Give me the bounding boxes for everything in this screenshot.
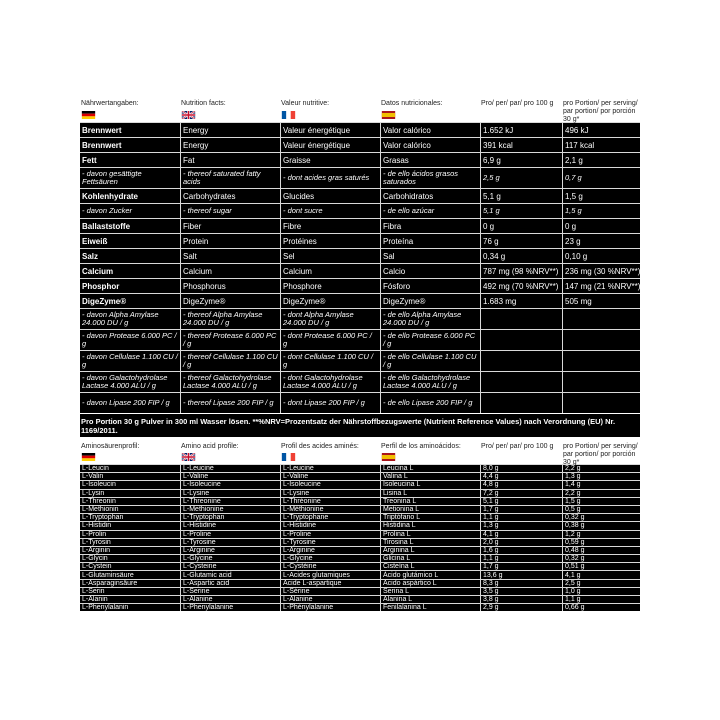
nutrition-cell-en: - thereof Cellulase 1.100 CU / g xyxy=(180,351,280,371)
nutrition-cell-fr: - dont Lipase 200 FIP / g xyxy=(280,393,380,413)
amino-cell-ps: 0,59 g xyxy=(562,539,640,546)
amino-cell-ps: 1,5 g xyxy=(562,498,640,505)
nutrition-cell-en: Salt xyxy=(180,249,280,263)
amino-cell-fr: Acide L-aspartique xyxy=(280,580,380,587)
nutrition-cell-en: - thereof Protease 6.000 PC / g xyxy=(180,330,280,350)
nutrition-cell-en: Protein xyxy=(180,234,280,248)
amino-cell-p100: 1,1 g xyxy=(480,514,562,521)
amino-cell-en: L-Cysteine xyxy=(180,563,280,570)
header-per-serving: pro Portion/ per serving/ par portion/ por porción 30 g* xyxy=(563,100,638,123)
amino-cell-ps: 1,1 g xyxy=(562,596,640,603)
amino-cell-es: Triptófano L xyxy=(380,514,480,521)
amino-cell-p100: 8,0 g xyxy=(480,465,562,472)
flag-de-icon xyxy=(81,111,96,119)
nutrition-cell-de: Phosphor xyxy=(82,281,120,291)
nutrition-row xyxy=(80,122,640,137)
amino-cell-es: Histidina L xyxy=(380,522,480,529)
nutrition-row xyxy=(80,278,640,293)
nutrition-cell-de: DigeZyme® xyxy=(82,296,127,306)
nutrition-cell-ps xyxy=(562,309,640,329)
nutrition-cell-es: - de ello azúcar xyxy=(380,204,480,218)
nutrition-cell-p100: 0 g xyxy=(480,219,562,233)
nutrition-cell-es: - de ello Cellulase 1.100 CU / g xyxy=(380,351,480,371)
amino-cell-p100: 2,0 g xyxy=(480,539,562,546)
nutrition-cell-p100: 787 mg (98 %NRV**) xyxy=(480,264,562,278)
nutrition-cell-ps: 496 kJ xyxy=(562,123,640,137)
amino-header-en: Amino acid profile: xyxy=(180,443,280,464)
flag-uk-icon xyxy=(181,111,196,119)
nutrition-cell-en: Fat xyxy=(180,153,280,167)
nutrition-cell-ps: 0,7 g xyxy=(562,168,640,188)
nutrition-row xyxy=(80,233,640,248)
flag-fr-icon xyxy=(281,111,296,119)
nutrition-cell-fr: Graisse xyxy=(280,153,380,167)
amino-cell-en: L-Lysine xyxy=(180,490,280,497)
flag-fr-icon xyxy=(281,453,296,461)
amino-cell-fr: L-Tyrosine xyxy=(280,539,380,546)
nutrition-cell-es: Fibra xyxy=(380,219,480,233)
nutrition-cell-fr: - dont sucre xyxy=(280,204,380,218)
nutrition-cell-en: Carbohydrates xyxy=(180,189,280,203)
amino-cell-es: Tirosina L xyxy=(380,539,480,546)
amino-cell-ps: 0,38 g xyxy=(562,522,640,529)
nutrition-cell-ps: 23 g xyxy=(562,234,640,248)
nutrition-cell-de: - davon gesättigte Fettsäuren xyxy=(82,169,142,186)
amino-cell-p100: 1,6 g xyxy=(480,547,562,554)
header-de: Nährwertangaben: xyxy=(80,100,180,122)
amino-cell-es: Isoleucina L xyxy=(380,481,480,488)
nutrition-cell-ps: 147 mg (21 %NRV**) xyxy=(562,279,640,293)
amino-cell-p100: 4,8 g xyxy=(480,481,562,488)
nutrition-cell-es: - de ello Alpha Amylase 24.000 DU / g xyxy=(380,309,480,329)
amino-cell-es: Treonina L xyxy=(380,498,480,505)
amino-cell-de: L-Methionin xyxy=(82,506,119,514)
nutrition-row xyxy=(80,188,640,203)
nutrition-row xyxy=(80,263,640,278)
amino-cell-p100: 4,1 g xyxy=(480,531,562,538)
nutrition-cell-fr: - dont Alpha Amylase 24.000 DU / g xyxy=(280,309,380,329)
nutrition-cell-p100 xyxy=(480,351,562,371)
amino-cell-de: L-Valin xyxy=(82,473,104,481)
amino-row xyxy=(80,464,640,472)
flag-de-icon xyxy=(81,453,96,461)
nutrition-cell-es: Sal xyxy=(380,249,480,263)
amino-cell-de: L-Cystein xyxy=(82,563,112,571)
amino-cell-fr: L-Valine xyxy=(280,473,380,480)
nutrition-cell-p100: 1.652 kJ xyxy=(480,123,562,137)
amino-cell-p100: 7,2 g xyxy=(480,490,562,497)
amino-cell-es: Arginina L xyxy=(380,547,480,554)
amino-cell-en: L-Methionine xyxy=(180,506,280,513)
nutrition-cell-fr: - dont Cellulase 1.100 CU / g xyxy=(280,351,380,371)
nutrition-cell-en: - thereof sugar xyxy=(180,204,280,218)
amino-cell-de: L-Lysin xyxy=(82,489,105,497)
nutrition-cell-fr: Valeur énergétique xyxy=(280,138,380,152)
header-per100: Pro/ per/ par/ pro 100 g xyxy=(481,100,554,107)
nutrition-cell-fr: Protéines xyxy=(280,234,380,248)
amino-cell-ps: 0,32 g xyxy=(562,555,640,562)
amino-row xyxy=(80,562,640,570)
amino-cell-fr: L-Glycine xyxy=(280,555,380,562)
amino-cell-fr: L-Leucine xyxy=(280,465,380,472)
nutrition-cell-fr: - dont acides gras saturés xyxy=(280,168,380,188)
nutrition-cell-es: Valor calórico xyxy=(380,138,480,152)
nutrition-cell-p100: 5,1 g xyxy=(480,189,562,203)
nutrition-cell-p100 xyxy=(480,330,562,350)
amino-cell-es: Serina L xyxy=(380,588,480,595)
nutrition-cell-es: Valor calórico xyxy=(380,123,480,137)
nutrition-cell-p100: 0,34 g xyxy=(480,249,562,263)
amino-header-per-serving: pro Portion/ per serving/ par portion/ por porción 30 g* xyxy=(563,443,638,466)
nutrition-cell-p100: 492 mg (70 %NRV**) xyxy=(480,279,562,293)
header-fr: Valeur nutritive: xyxy=(280,100,380,122)
amino-header-de: Aminosäurenprofil: xyxy=(80,443,180,464)
amino-cell-fr: L-Méthionine xyxy=(280,506,380,513)
nutrition-cell-de: - davon Galactohydrolase Lactase 4.000 ALU / g xyxy=(82,373,168,390)
nutrition-row xyxy=(80,293,640,308)
nutrition-cell-es: - de ello ácidos grasos saturados xyxy=(380,168,480,188)
amino-cell-p100: 3,8 g xyxy=(480,596,562,603)
amino-cell-fr: L-Alanine xyxy=(280,596,380,603)
amino-cell-fr: L-Proline xyxy=(280,531,380,538)
nutrition-cell-ps xyxy=(562,372,640,392)
nutrition-row xyxy=(80,167,640,188)
amino-cell-ps: 2,2 g xyxy=(562,490,640,497)
nutrition-cell-es: - de ello Galactohydrolase Lactase 4.000 ALU / g xyxy=(380,372,480,392)
nutrition-row xyxy=(80,218,640,233)
amino-cell-fr: L-Tryptophane xyxy=(280,514,380,521)
nutrition-cell-de: Brennwert xyxy=(82,140,122,150)
nutrition-cell-de: Ballaststoffe xyxy=(82,221,131,231)
amino-table xyxy=(80,464,640,611)
amino-cell-en: L-Tryptophan xyxy=(180,514,280,521)
amino-cell-p100: 1,7 g xyxy=(480,563,562,570)
amino-cell-en: L-Arginine xyxy=(180,547,280,554)
nutrition-row xyxy=(80,152,640,167)
amino-cell-ps: 0,5 g xyxy=(562,506,640,513)
nutrition-cell-p100 xyxy=(480,393,562,413)
nutrition-row xyxy=(80,329,640,350)
amino-cell-de: L-Prolin xyxy=(82,530,107,538)
amino-row xyxy=(80,521,640,529)
amino-cell-en: L-Serine xyxy=(180,588,280,595)
nutrition-cell-de: Eiweiß xyxy=(82,236,108,246)
nutrition-row xyxy=(80,308,640,329)
nutrition-cell-fr: Glucides xyxy=(280,189,380,203)
amino-cell-es: Prolina L xyxy=(380,531,480,538)
amino-cell-en: L-Isoleucine xyxy=(180,481,280,488)
nutrition-cell-es: DigeZyme® xyxy=(380,294,480,308)
nutrition-row xyxy=(80,248,640,263)
nutrition-cell-ps xyxy=(562,351,640,371)
amino-cell-en: L-Tyrosine xyxy=(180,539,280,546)
nutrition-cell-fr: Sel xyxy=(280,249,380,263)
amino-cell-de: L-Leucin xyxy=(82,465,109,473)
nutrition-cell-en: - thereof Alpha Amylase 24.000 DU / g xyxy=(180,309,280,329)
amino-cell-fr: L-Acides glutamiques xyxy=(280,571,380,578)
amino-cell-en: L-Phenylalanine xyxy=(180,604,280,611)
amino-cell-es: Alanina L xyxy=(380,596,480,603)
amino-cell-fr: L-Cystéine xyxy=(280,563,380,570)
amino-header-es: Perfil de los aminoácidos: xyxy=(380,443,480,464)
nutrition-cell-en: - thereof saturated fatty acids xyxy=(180,168,280,188)
nutrition-cell-en: DigeZyme® xyxy=(180,294,280,308)
nutrition-cell-en: Calcium xyxy=(180,264,280,278)
amino-cell-ps: 1,4 g xyxy=(562,481,640,488)
amino-cell-ps: 1,0 g xyxy=(562,588,640,595)
amino-row xyxy=(80,497,640,505)
amino-row xyxy=(80,554,640,562)
nutrition-cell-ps: 117 kcal xyxy=(562,138,640,152)
header-en: Nutrition facts: xyxy=(180,100,280,122)
nutrition-cell-fr: - dont Galactohydrolase Lactase 4.000 ALU / g xyxy=(280,372,380,392)
nutrition-cell-p100: 1.683 mg xyxy=(480,294,562,308)
nutrition-cell-en: Phosphorus xyxy=(180,279,280,293)
nutrition-cell-ps: 236 mg (30 %NRV**) xyxy=(562,264,640,278)
amino-cell-p100: 5,1 g xyxy=(480,498,562,505)
amino-cell-en: L-Glutamic acid xyxy=(180,571,280,578)
amino-cell-de: L-Glutaminsäure xyxy=(82,571,134,579)
nutrition-cell-fr: Calcium xyxy=(280,264,380,278)
nutrition-cell-de: - davon Protease 6.000 PC / g xyxy=(82,331,177,348)
amino-cell-de: L-Glycin xyxy=(82,555,108,563)
amino-cell-en: L-Valine xyxy=(180,473,280,480)
amino-cell-en: L-Leucine xyxy=(180,465,280,472)
nutrition-cell-p100: 76 g xyxy=(480,234,562,248)
nutrition-cell-de: Brennwert xyxy=(82,125,122,135)
amino-cell-ps: 1,2 g xyxy=(562,531,640,538)
amino-cell-de: L-Tyrosin xyxy=(82,538,111,546)
amino-cell-de: L-Alanin xyxy=(82,596,108,604)
amino-cell-es: Metionina L xyxy=(380,506,480,513)
amino-cell-fr: L-Arginine xyxy=(280,547,380,554)
amino-cell-de: L-Serin xyxy=(82,587,105,595)
nutrition-table xyxy=(80,122,640,413)
nutrition-cell-es: Carbohidratos xyxy=(380,189,480,203)
amino-cell-de: L-Tryptophan xyxy=(82,514,124,522)
nutrition-cell-es: Fósforo xyxy=(380,279,480,293)
amino-cell-fr: L-Lysine xyxy=(280,490,380,497)
amino-cell-de: L-Arginin xyxy=(82,546,111,554)
amino-cell-de: L-Histidin xyxy=(82,522,112,530)
nutrition-cell-en: Fiber xyxy=(180,219,280,233)
nutrition-cell-es: Calcio xyxy=(380,264,480,278)
amino-cell-p100: 13,6 g xyxy=(480,571,562,578)
nutrition-cell-en: - thereof Lipase 200 FIP / g xyxy=(180,393,280,413)
nutrition-cell-ps: 2,1 g xyxy=(562,153,640,167)
amino-cell-p100: 1,1 g xyxy=(480,555,562,562)
nutrition-cell-p100: 391 kcal xyxy=(480,138,562,152)
amino-cell-ps: 4,1 g xyxy=(562,571,640,578)
amino-cell-es: Leucina L xyxy=(380,465,480,472)
amino-cell-es: Glicina L xyxy=(380,555,480,562)
amino-cell-en: L-Histidine xyxy=(180,522,280,529)
nutrition-row xyxy=(80,350,640,371)
amino-row xyxy=(80,480,640,488)
amino-cell-p100: 1,7 g xyxy=(480,506,562,513)
amino-header xyxy=(80,443,640,464)
nutrition-cell-fr: Valeur énergétique xyxy=(280,123,380,137)
amino-cell-ps: 2,2 g xyxy=(562,465,640,472)
amino-cell-es: Ácido glutámico L xyxy=(380,571,480,578)
amino-row xyxy=(80,603,640,611)
amino-cell-fr: L-Thréonine xyxy=(280,498,380,505)
amino-cell-es: Valina L xyxy=(380,473,480,480)
amino-row xyxy=(80,505,640,513)
nutrition-cell-en: Energy xyxy=(180,138,280,152)
amino-cell-de: L-Isoleucin xyxy=(82,481,116,489)
flag-es-icon xyxy=(381,111,396,119)
amino-cell-es: Cisteína L xyxy=(380,563,480,570)
amino-cell-es: Fenilalanina L xyxy=(380,604,480,611)
nutrition-cell-ps: 1,5 g xyxy=(562,189,640,203)
nutrition-row xyxy=(80,137,640,152)
nutrition-cell-de: - davon Zucker xyxy=(82,206,133,215)
amino-cell-p100: 3,5 g xyxy=(480,588,562,595)
amino-row xyxy=(80,595,640,603)
nutrition-cell-fr: - dont Protease 6.000 PC / g xyxy=(280,330,380,350)
nutrition-cell-es: - de ello Protease 6.000 PC / g xyxy=(380,330,480,350)
amino-row xyxy=(80,530,640,538)
amino-row xyxy=(80,472,640,480)
nutrition-cell-ps: 1,5 g xyxy=(562,204,640,218)
preparation-note: Pro Portion 30 g Pulver in 300 ml Wasser lösen. **%NRV=Prozentsatz der Nährstoffbezugswerte (Nutrient Reference Values) nach Verordnung (EU) Nr. 1169/2011. xyxy=(80,414,640,437)
flag-uk-icon xyxy=(181,453,196,461)
nutrition-cell-es: - de ello Lipase 200 FIP / g xyxy=(380,393,480,413)
nutrition-cell-de: Kohlenhydrate xyxy=(82,191,139,201)
nutrition-cell-ps xyxy=(562,393,640,413)
nutrition-cell-fr: DigeZyme® xyxy=(280,294,380,308)
nutrition-cell-es: Grasas xyxy=(380,153,480,167)
amino-cell-ps: 0,32 g xyxy=(562,514,640,521)
nutrition-cell-en: Energy xyxy=(180,123,280,137)
nutrition-cell-en: - thereof Galactohydrolase Lactase 4.000 ALU / g xyxy=(180,372,280,392)
amino-cell-fr: L-Sérine xyxy=(280,588,380,595)
amino-row xyxy=(80,513,640,521)
nutrition-cell-ps: 0 g xyxy=(562,219,640,233)
nutrition-cell-es: Proteína xyxy=(380,234,480,248)
amino-cell-p100: 2,9 g xyxy=(480,604,562,611)
nutrition-row xyxy=(80,371,640,392)
nutrition-cell-de: - davon Cellulase 1.100 CU / g xyxy=(82,352,178,369)
nutrition-row xyxy=(80,203,640,218)
amino-cell-en: L-Proline xyxy=(180,531,280,538)
nutrition-cell-p100 xyxy=(480,372,562,392)
amino-cell-de: L-Phenylalanin xyxy=(82,604,129,612)
amino-cell-fr: L-Phénylalanine xyxy=(280,604,380,611)
flag-es-icon xyxy=(381,453,396,461)
amino-header-fr: Profil des acides aminés: xyxy=(280,443,380,464)
amino-cell-en: L-Threonine xyxy=(180,498,280,505)
nutrition-cell-ps xyxy=(562,330,640,350)
nutrition-cell-de: Calcium xyxy=(82,266,114,276)
amino-cell-p100: 4,4 g xyxy=(480,473,562,480)
amino-cell-fr: L-Histidine xyxy=(280,522,380,529)
nutrition-cell-ps: 0,10 g xyxy=(562,249,640,263)
amino-cell-ps: 2,5 g xyxy=(562,580,640,587)
nutrition-cell-fr: Phosphore xyxy=(280,279,380,293)
amino-cell-en: L-Glycine xyxy=(180,555,280,562)
amino-row xyxy=(80,546,640,554)
amino-row xyxy=(80,570,640,578)
amino-row xyxy=(80,587,640,595)
amino-cell-fr: L-Isoleucine xyxy=(280,481,380,488)
nutrition-header xyxy=(80,100,640,122)
nutrition-cell-p100: 2,5 g xyxy=(480,168,562,188)
nutrition-cell-p100 xyxy=(480,309,562,329)
nutrition-cell-fr: Fibre xyxy=(280,219,380,233)
amino-row xyxy=(80,538,640,546)
amino-cell-p100: 1,3 g xyxy=(480,522,562,529)
amino-cell-ps: 0,66 g xyxy=(562,604,640,611)
nutrition-cell-p100: 5,1 g xyxy=(480,204,562,218)
amino-cell-en: L-Aspartic acid xyxy=(180,580,280,587)
header-es: Datos nutricionales: xyxy=(380,100,480,122)
amino-cell-en: L-Alanine xyxy=(180,596,280,603)
nutrition-cell-de: - davon Lipase 200 FIP / g xyxy=(82,398,170,407)
nutrition-cell-de: Fett xyxy=(82,155,97,165)
amino-cell-ps: 1,3 g xyxy=(562,473,640,480)
amino-cell-p100: 8,3 g xyxy=(480,580,562,587)
amino-row xyxy=(80,489,640,497)
nutrition-cell-de: Salz xyxy=(82,251,99,261)
nutrition-cell-de: - davon Alpha Amylase 24.000 DU / g xyxy=(82,310,159,327)
amino-cell-ps: 0,48 g xyxy=(562,547,640,554)
amino-cell-de: L-Asparaginsäure xyxy=(82,579,138,587)
amino-row xyxy=(80,579,640,587)
nutrition-cell-p100: 6,9 g xyxy=(480,153,562,167)
nutrition-cell-ps: 505 mg xyxy=(562,294,640,308)
amino-cell-es: Lisina L xyxy=(380,490,480,497)
nutrition-row xyxy=(80,392,640,413)
amino-cell-es: Ácido aspártico L xyxy=(380,580,480,587)
amino-header-per100: Pro/ per/ par/ pro 100 g xyxy=(481,443,554,450)
amino-cell-ps: 0,51 g xyxy=(562,563,640,570)
amino-cell-de: L-Threonin xyxy=(82,497,116,505)
nutrition-label xyxy=(80,100,640,611)
